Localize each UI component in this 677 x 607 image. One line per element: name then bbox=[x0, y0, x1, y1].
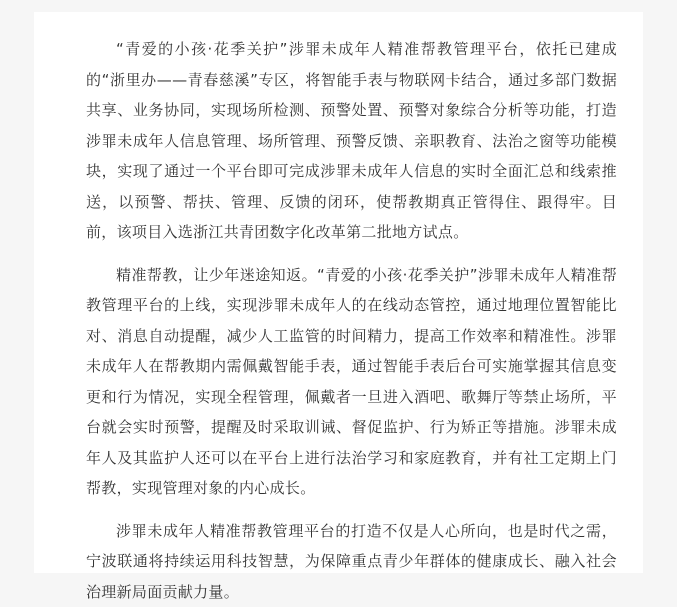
article-paragraph-1: “青爱的小孩·花季关护”涉罪未成年人精准帮教管理平台，依托已建成的“浙里办——青春慈溪”专区，将智能手表与物联网卡结合，通过多部门数据共享、业务协同，实现场所检测、预警处置、预警对象综合分析等功能，打造涉罪未成年人信息管理、场所管理、预警反馈、亲职教育、法治之窗等功能模块，实现了通过一个平台即可完成涉罪未成年人信息的实时全面汇总和线索推送，以预警、帮扶、管理、反馈的闭环，使帮教期真正管得住、跟得牢。目前，该项目入选浙江共青团数字化改革第二批地方试点。 bbox=[86, 34, 617, 248]
article-paragraph-3: 涉罪未成年人精准帮教管理平台的打造不仅是人心所向，也是时代之需，宁波联通将持续运用科技智慧，为保障重点青少年群体的健康成长、融入社会治理新局面贡献力量。 bbox=[86, 516, 617, 607]
article-paragraph-2: 精准帮教，让少年迷途知返。“青爱的小孩·花季关护”涉罪未成年人精准帮教管理平台的上线，实现涉罪未成年人的在线动态管控，通过地理位置智能比对、消息自动提醒，减少人工监管的时间精力，提高工作效率和精准性。涉罪未成年人在帮教期内需佩戴智能手表，通过智能手表后台可实施掌握其信息变更和行为情况，实现全程管理，佩戴者一旦进入酒吧、歌舞厅等禁止场所，平台就会实时预警，提醒及时采取训诫、督促监护、行为矫正等措施。涉罪未成年人及其监护人还可以在平台上进行法治学习和家庭教育，并有社工定期上门帮教，实现管理对象的内心成长。 bbox=[86, 260, 617, 504]
article-card bbox=[34, 12, 643, 573]
